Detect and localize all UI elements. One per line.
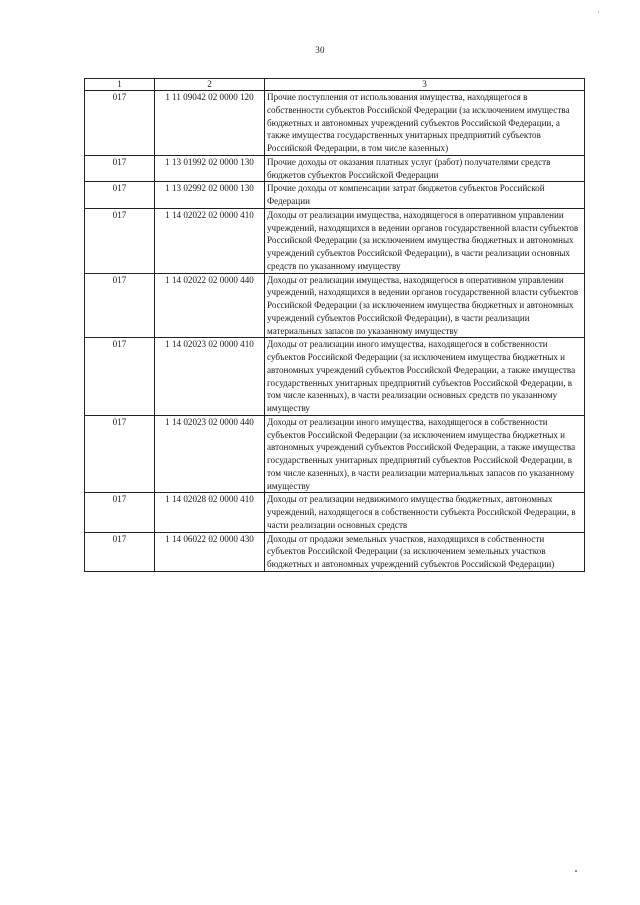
description-cell: Доходы от реализации иного имущества, находящегося в собственности субъектов Российской Федерации (за исключением имущества бюджетных и автономных учреждений субъектов Российской Федерации, а также имущества государственных унитарных предприятий субъектов Российской Федерации, в том числе казенных), в части реализации материальных запасов по указанному имуществу — [265, 415, 585, 493]
table-body — [85, 91, 585, 572]
table-row — [85, 182, 585, 209]
budget-code-cell: 1 14 02022 02 0000 440 — [155, 273, 265, 338]
admin-code-cell: 017 — [85, 91, 155, 156]
description-cell: Доходы от реализации имущества, находящегося в оперативном управлении учреждений, находящихся в ведении органов государственной власти субъектов Российской Федерации (за исключением имущества бюджетных и автономных учреждений субъектов Российской Федерации), в части реализации основных средств по указанному имуществу — [265, 208, 585, 273]
description-cell: Доходы от реализации имущества, находящегося в оперативном управлении учреждений, находящихся в ведении органов государственной власти субъектов Российской Федерации (за исключением имущества бюджетных и автономных учреждений субъектов Российской Федерации), в части реализации материальных запасов по указанному имуществу — [265, 273, 585, 338]
table-row — [85, 91, 585, 156]
column-header-2: 2 — [155, 79, 265, 91]
table-row — [85, 338, 585, 416]
admin-code-cell: 017 — [85, 415, 155, 493]
budget-code-cell: 1 14 02023 02 0000 410 — [155, 338, 265, 416]
admin-code-cell: 017 — [85, 532, 155, 571]
admin-code-cell: 017 — [85, 493, 155, 532]
budget-code-cell: 1 13 02992 02 0000 130 — [155, 182, 265, 209]
admin-code-cell: 017 — [85, 182, 155, 209]
budget-code-cell: 1 14 02022 02 0000 410 — [155, 208, 265, 273]
table-row — [85, 208, 585, 273]
table-row — [85, 532, 585, 571]
admin-code-cell: 017 — [85, 208, 155, 273]
budget-code-cell: 1 11 09042 02 0000 120 — [155, 91, 265, 156]
budget-code-cell: 1 14 06022 02 0000 430 — [155, 532, 265, 571]
description-cell: Доходы от реализации иного имущества, находящегося в собственности субъектов Российской Федерации (за исключением имущества бюджетных и автономных учреждений субъектов Российской Федерации, а также имущества государственных унитарных предприятий субъектов Российской Федерации, в том числе казенных), в части реализации основных средств по указанному имуществу — [265, 338, 585, 416]
admin-code-cell: 017 — [85, 338, 155, 416]
header-row — [85, 79, 585, 91]
description-cell: Прочие доходы от компенсации затрат бюджетов субъектов Российской Федерации — [265, 182, 585, 209]
table-row — [85, 155, 585, 182]
description-cell: Доходы от реализации недвижимого имущества бюджетных, автономных учреждений, находящегося в собственности субъекта Российской Федерации, в части реализации основных средств — [265, 493, 585, 532]
table-row — [85, 273, 585, 338]
table-row — [85, 493, 585, 532]
description-cell: Прочие поступления от использования имущества, находящегося в собственности субъектов Российской Федерации (за исключением имущества бюджетных и автономных учреждений субъектов Российской Федерации, а также имущества государственных унитарных предприятий субъектов Российской Федерации, в том числе казенных) — [265, 91, 585, 156]
description-cell: Доходы от продажи земельных участков, находящихся в собственности субъектов Российской Федерации (за исключением земельных участков бюджетных и автономных учреждений субъектов Российской Федерации) — [265, 532, 585, 571]
revenue-codes-table — [84, 78, 585, 572]
budget-code-cell: 1 14 02028 02 0000 410 — [155, 493, 265, 532]
admin-code-cell: 017 — [85, 273, 155, 338]
column-header-1: 1 — [85, 79, 155, 91]
scan-speck — [575, 870, 577, 872]
budget-code-cell: 1 14 02023 02 0000 440 — [155, 415, 265, 493]
table-header — [85, 79, 585, 91]
admin-code-cell: 017 — [85, 155, 155, 182]
column-header-3: 3 — [265, 79, 585, 91]
budget-code-cell: 1 13 01992 02 0000 130 — [155, 155, 265, 182]
description-cell: Прочие доходы от оказания платных услуг (работ) получателями средств бюджетов субъектов Российской Федерации — [265, 155, 585, 182]
scan-speck — [598, 12, 599, 13]
page-number: 30 — [315, 45, 325, 55]
table-row — [85, 415, 585, 493]
